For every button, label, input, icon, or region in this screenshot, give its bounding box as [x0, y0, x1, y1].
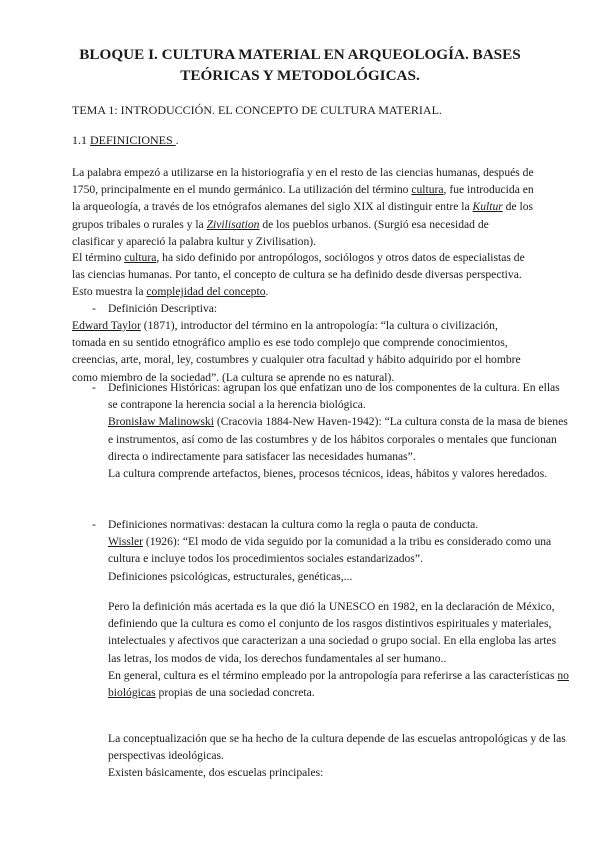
text-run: .	[265, 285, 269, 299]
paragraph-taylor	[72, 317, 534, 386]
definicion-descriptiva: Definición Descriptiva:	[108, 302, 218, 315]
section-tail: .	[175, 133, 179, 147]
paragraph-unesco: Pero la definición más acertada es la que dió la UNESCO en 1982, en la declaración de México, definiendo que la cultura es como el conjunto de los rasgos distintivos espirituales y materiales, intelectuales y afectivos que caracterizan a una sociedad o grupo social. En ella engloba las artes las letras, los modos de vida, los derechos fundamentales al ser humano..	[108, 600, 557, 665]
term-no-biologicas: no biológicas	[108, 668, 569, 700]
text-run: de los grupos tribales o rurales y la	[72, 200, 534, 231]
section-title: DEFINICIONES	[90, 133, 176, 147]
text-run: , ha sido definido por antropólogos, sociólogos y otros datos de especialistas de las ciencias humanas. Por tanto, el concepto de cultura se ha definido desde diversas perspectiva. Esto muestra la	[72, 251, 525, 299]
paragraph-general	[108, 667, 570, 701]
author-wissler: Wissler	[108, 535, 143, 549]
paragraph-wissler	[108, 533, 570, 567]
document-title: BLOQUE I. CULTURA MATERIAL EN ARQUEOLOGÍA. BASES TEÓRICAS Y METODOLÓGICAS.	[79, 46, 521, 84]
paragraph-artefactos: La cultura comprende artefactos, bienes, procesos técnicos, ideas, hábitos y valores heredados.	[108, 467, 548, 481]
author-taylor: Edward Taylor	[72, 319, 141, 332]
unesco-block	[72, 598, 570, 701]
text-run: , fue introducida en la arqueología, a través de los etnógrafos alemanes del siglo XIX al distinguir entre la	[72, 183, 534, 214]
text-run: de los pueblos urbanos. (Surgió esa necesidad de clasificar y apareció la palabra kultur y Zivilisation).	[72, 217, 489, 248]
text-run: El término	[72, 251, 125, 264]
text-run: (1926): “El modo de vida seguido por la comunidad a la tribu es considerado como una cultura e incluye todos los procedimientos sociales estandarizados”.	[108, 535, 552, 566]
definiciones-psicologicas: Definiciones psicológicas, estructurales, genéticas,...	[108, 569, 353, 583]
section-heading	[72, 132, 179, 148]
paragraph-escuelas: Existen básicamente, dos escuelas principales:	[108, 766, 324, 780]
bullet-dash: -	[92, 518, 96, 531]
term-cultura: cultura	[124, 251, 157, 264]
text-run: En general, cultura es el término empleado por la antropología para referirse a las características	[108, 668, 558, 682]
term-zivilisation: Zivilisation	[206, 217, 260, 231]
paragraph-malinowski	[108, 413, 570, 465]
definiciones-normativas: Definiciones normativas: destacan la cultura como la regla o pauta de conducta.	[108, 518, 479, 531]
term-cultura: cultura	[411, 183, 444, 197]
text-run: propias de una sociedad concreta.	[155, 686, 315, 700]
definiciones-normativas-block	[72, 516, 570, 585]
term-complejidad: complejidad del concepto	[146, 285, 266, 299]
definiciones-historicas-block	[72, 379, 570, 482]
definiciones-historicas: Definiciones Históricas: agrupan los que enfatizan uno de los componentes de la cultura. En ellas se contrapone la herencia social a la herencia biológica.	[108, 381, 560, 412]
paragraph-conceptualizacion: La conceptualización que se ha hecho de la cultura depende de las escuelas antropológicas y de las perspectivas ideológicas.	[108, 732, 566, 763]
bullet-dash: -	[92, 302, 96, 315]
text-run: La palabra empezó a utilizarse en la historiografía y en el resto de las ciencias humanas, después de 1750, principalmente en el mundo germánico. La utilización del término	[72, 166, 534, 197]
term-kultur: Kultur	[472, 200, 503, 214]
escuelas-block	[72, 730, 570, 782]
paragraph-termino	[72, 249, 534, 301]
author-malinowski: Bronisław Malinowski	[108, 415, 214, 429]
paragraph-origen	[72, 164, 534, 250]
bullet-dash: -	[92, 381, 96, 394]
text-run: (Cracovia 1884-New Haven-1942): “La cultura consta de la masa de bienes e instrumentos, así como de las costumbres y de los hábitos corporales o mentales que funcionan directa o indirectamente para satisfacer las necesidades humanas”.	[108, 415, 568, 463]
text-run: (1871), introductor del término en la antropología: “la cultura o civilización, tomada en su sentido etnográfico amplio es ese todo complejo que comprende conocimientos, creencias, arte, moral, ley, costumbres y cualquier otra facultad y hábito adquirido por el hombre como miembro de la sociedad”. (La cultura se aprende no es natural).	[72, 319, 521, 384]
section-number: 1.1	[72, 133, 90, 147]
tema-heading: TEMA 1: INTRODUCCIÓN. EL CONCEPTO DE CULTURA MATERIAL.	[72, 103, 442, 117]
